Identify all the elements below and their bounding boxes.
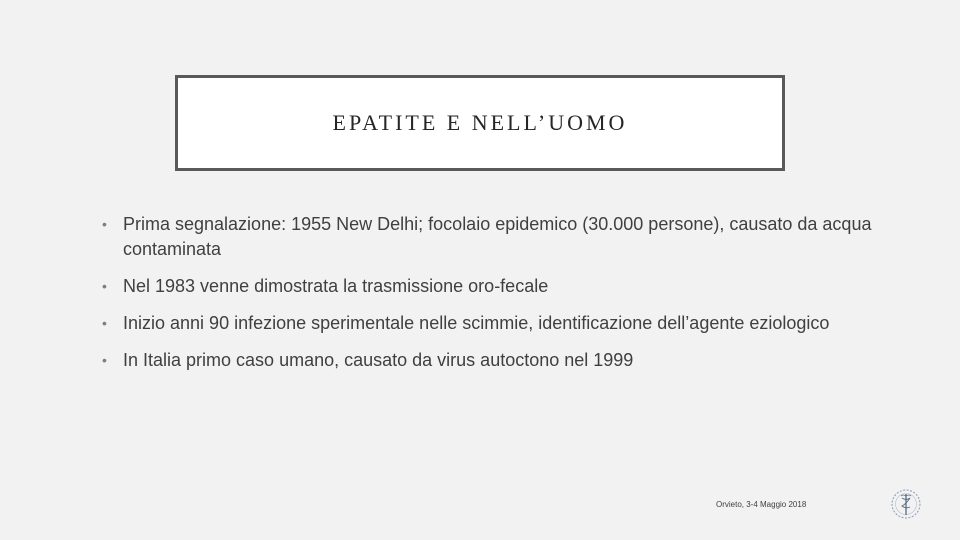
bullet-text: Prima segnalazione: 1955 New Delhi; focolaio epidemico (30.000 persone), causato da acqua contaminata [123,214,872,259]
bullet-item [102,311,872,336]
caduceus-seal-icon [890,488,922,520]
bullet-marker-icon: • [102,278,107,294]
bullet-text: Nel 1983 venne dimostrata la trasmissione oro-fecale [123,276,549,296]
bullet-item [102,274,872,299]
bullet-item [102,348,872,373]
bullet-text: In Italia primo caso umano, causato da virus autoctono nel 1999 [123,350,634,370]
bullet-marker-icon: • [102,216,107,232]
slide-title: EPATITE E NELL’UOMO [332,110,628,135]
title-box [175,75,785,171]
bullet-marker-icon: • [102,315,107,331]
bullet-marker-icon: • [102,352,107,368]
footer-date-location: Orvieto, 3-4 Maggio 2018 [716,500,807,509]
bullet-list [102,212,872,385]
bullet-text: Inizio anni 90 infezione sperimentale nelle scimmie, identificazione dell’agente eziologico [123,313,830,333]
bullet-item [102,212,872,262]
